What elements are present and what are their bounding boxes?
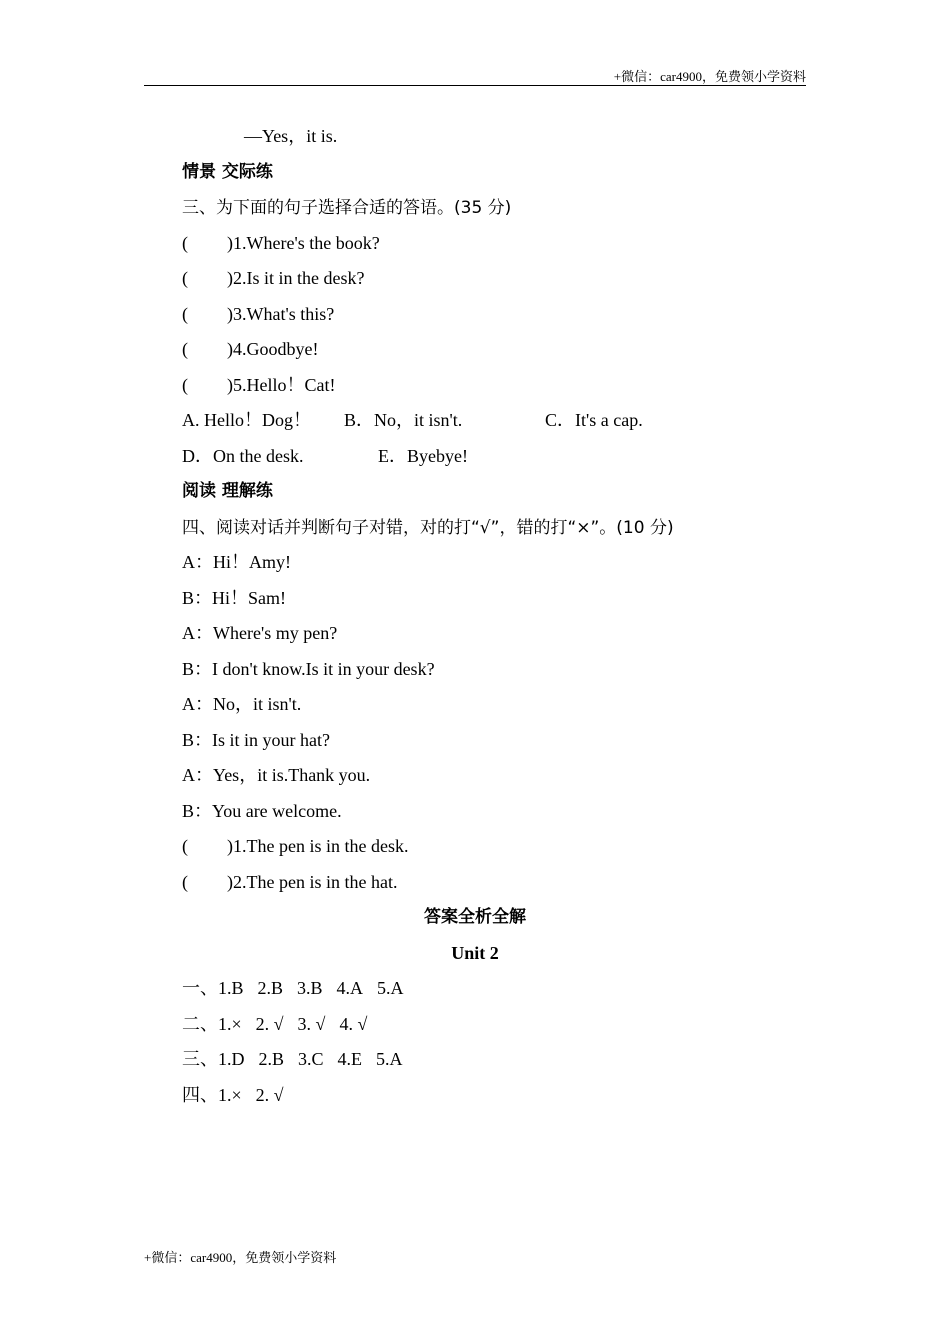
section4-question-2 — [182, 865, 802, 901]
dialogue-line: B：I don't know.Is it in your desk? — [182, 658, 435, 679]
section-heading-situation: 情景 交际练 — [182, 161, 273, 182]
answer-blank: ( — [182, 339, 188, 359]
option-c: C．It's a cap. — [545, 410, 643, 430]
answer-item: 1.D — [218, 1049, 245, 1069]
answer-item: 4.E — [337, 1049, 363, 1069]
option-b: B．No，it isn't. — [344, 410, 463, 430]
answer-item: 1.B — [218, 978, 244, 998]
answer-blank: ( — [182, 871, 188, 892]
dialogue-line: B：You are welcome. — [182, 800, 342, 821]
answer-row-label: 四、 — [182, 1084, 218, 1105]
section4-instruction — [182, 510, 802, 546]
answer-item: 2.B — [257, 978, 284, 998]
options-row-1 — [182, 403, 802, 439]
section3-question-4 — [182, 332, 802, 368]
answer-row-2 — [182, 1007, 802, 1043]
answer-row-label: 三、 — [182, 1049, 218, 1069]
section3-question-1 — [182, 226, 802, 262]
question-text: )2.Is it in the desk? — [227, 268, 365, 288]
answer-blank: ( — [182, 268, 188, 288]
answer-row-label: 二、 — [182, 1013, 218, 1034]
answer-item: 2. √ — [255, 1084, 284, 1105]
option-a: A. Hello！Dog！ — [182, 410, 311, 430]
answer-item: 4. √ — [339, 1013, 368, 1034]
answer-key-unit: Unit 2 — [451, 942, 499, 963]
section4-instruction-text: 四、阅读对话并判断句子对错，对的打“√”，错的打“×”。(10 分) — [182, 517, 674, 538]
answer-item: 2.B — [258, 1049, 285, 1069]
answer-blank: ( — [182, 303, 188, 324]
section4-question-1 — [182, 829, 802, 865]
answer-blank: ( — [182, 836, 188, 856]
answer-item: 5.A — [376, 1049, 403, 1069]
question-text: )3.What's this? — [227, 303, 335, 324]
answer-blank: ( — [182, 232, 188, 253]
answer-row-label: 一、 — [182, 978, 218, 998]
answer-item: 3.C — [298, 1049, 324, 1069]
answer-blank: ( — [182, 374, 188, 395]
top-answer-line: —Yes，it is. — [244, 126, 338, 146]
section3-question-3 — [182, 297, 802, 333]
options-row-2 — [182, 439, 802, 475]
option-d: D．On the desk. — [182, 445, 304, 466]
question-text: )1.Where's the book? — [227, 232, 380, 253]
answer-item: 4.A — [336, 978, 364, 998]
question-text: )4.Goodbye! — [227, 339, 319, 359]
question-text: )2.The pen is in the hat. — [227, 871, 398, 892]
header-rule — [144, 85, 806, 86]
section3-question-5 — [182, 368, 802, 404]
section3-instruction-text: 三、为下面的句子选择合适的答语。(35 分) — [182, 198, 512, 218]
dialogue-line: A：No，it isn't. — [182, 694, 302, 714]
answer-item: 1.× — [218, 1013, 242, 1034]
page-header-text: +微信：car4900，免费领小学资料 — [613, 69, 806, 84]
dialogue-line: B：Hi！Sam! — [182, 587, 287, 608]
section3-instruction — [182, 190, 802, 226]
dialogue-line: A：Hi！Amy! — [182, 552, 291, 572]
answer-item: 5.A — [377, 978, 404, 998]
question-text: )1.The pen is in the desk. — [227, 836, 409, 856]
answer-key-title: 答案全析全解 — [424, 907, 526, 927]
page-footer-text: +微信：car4900，免费领小学资料 — [144, 1250, 337, 1265]
answer-row-1 — [182, 971, 802, 1007]
document-body — [182, 119, 802, 1113]
answer-row-4 — [182, 1078, 802, 1114]
option-e: E．Byebye! — [378, 445, 468, 466]
question-text: )5.Hello！Cat! — [227, 374, 336, 395]
section3-question-2 — [182, 261, 802, 297]
dialogue-line: A：Yes，it is.Thank you. — [182, 765, 371, 785]
answer-row-3 — [182, 1042, 802, 1078]
answer-item: 1.× — [218, 1084, 242, 1105]
dialogue-line: A：Where's my pen? — [182, 623, 338, 643]
answer-item: 3. √ — [297, 1013, 326, 1034]
answer-item: 2. √ — [255, 1013, 284, 1034]
answer-item: 3.B — [297, 978, 323, 998]
section-heading-reading: 阅读 理解练 — [182, 481, 273, 501]
dialogue-line: B：Is it in your hat? — [182, 729, 330, 750]
